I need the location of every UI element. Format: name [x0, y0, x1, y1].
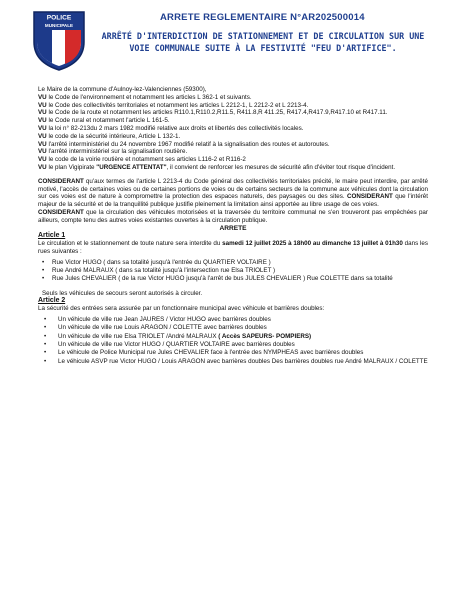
logo-text-municipale: MUNICIPALE — [44, 23, 74, 28]
document-body — [38, 86, 428, 366]
vu-list — [38, 94, 428, 172]
vu-item: VU la loi n° 82-213du 2 mars 1982 modifié relative aux droits et libertés des collectivités locales. — [38, 124, 304, 132]
document-title: ARRÊTÉ D'INTERDICTION DE STATIONNEMENT ET DE CIRCULATION SUR UNE VOIE COMMUNALE SUITE À LA FESTIVITÉ "FEU D'ARTIFICE". — [101, 31, 425, 53]
article-1-title: Article 1 — [38, 232, 66, 240]
list-item: • Rue Jules CHEVALIER ( de la rue Victor HUGO jusqu'à l'arrêt de bus JULES CHEVALIER ) Rue COLETTE dans sa totalité — [38, 275, 428, 283]
police-municipale-logo — [30, 8, 88, 72]
vu-item: VU le Code rural et notamment l'article L 161-5. — [38, 117, 170, 125]
list-item: • Un véhicule de ville rue Victor HUGO / QUARTIER VOLTAIRE avec barrières doubles — [38, 341, 428, 349]
logo-text-police: POLICE — [46, 14, 72, 22]
street-list — [38, 259, 428, 283]
list-item: • Un véhicule de ville rue Louis ARAGON / COLETTE avec barrières doubles — [38, 324, 428, 332]
article-1-text: Le circulation et le stationnement de toute nature sera interdite du samedi 12 juillet 2025 à 18h00 au dimanche 13 juillet à 01h30 dans les rues suivantes : — [38, 240, 429, 255]
vu-item: VU le Code de l'environnement et notamment les articles L 362-1 et suivants. — [38, 93, 252, 101]
list-item: • Rue Victor HUGO ( dans sa totalité jusqu'à l'entrée du QUARTIER VOLTAIRE ) — [38, 259, 428, 267]
considerant-paragraph-1: CONSIDERANT qu'aux termes de l'article L 2213-4 du Code général des collectivités territoriales précité, le maire peut interdire, par arrêté motivé, l'accès de certaines voies ou de certaines portions de voies ou de certains secteurs de la commune aux véhicules dont la circulation sur ces voies est de nature à compromettre la protection des espaces naturels, des paysages ou des sites. CONSIDERANT que l'intérêt majeur de la sécurité et de la tranquillité publique justifie pleinement la limitation ainsi apportée au libre usage de ces voies. — [38, 177, 428, 209]
arrete-reference: ARRETE REGLEMENTAIRE N°AR202500014 — [160, 12, 365, 23]
list-item: • Un véhicule de ville rue Jean JAURES / Victor HUGO avec barrières doubles — [38, 316, 428, 324]
vu-item: VU le Code des collectivités territoriales et notamment les articles L 2212-1, L 2212-2 et L 2213-4. — [38, 101, 309, 109]
list-item: • Rue André MALRAUX ( dans sa totalité jusqu'à l'intersection rue Elsa TRIOLET ) — [38, 267, 428, 275]
vu-item: VU le Code de la route et notamment les articles R110.1,R110.2,R11.5, R411.8,R 411.25, R417.4,R417.9,R417.10 et R417.11. — [38, 109, 388, 117]
article-2-title: Article 2 — [38, 297, 66, 305]
list-item: • Le véhicule de Police Municipal rue Jules CHEVALIER face à l'entrée des NYMPHEAS avec barrières doubles — [38, 349, 428, 357]
arrete-heading: ARRETE — [219, 224, 247, 232]
emergency-note: Seuls les véhicules de secours seront autorisés à circuler. — [42, 289, 203, 297]
vu-item: VU le code de la voirie routière et notamment ses articles L116-2 et R116-2 — [38, 156, 246, 164]
list-item: • Un véhicule de ville rue Elsa TRIOLET /André MALRAUX ( Accès SAPEURS- POMPIERS) — [38, 333, 428, 341]
vu-item: VU l'arrêté interministériel du 24 novembre 1967 modifié relatif à la signalisation des routes et autoroutes. — [38, 140, 330, 148]
list-item: • Le véhicule ASVP rue Victor HUGO / Louis ARAGON avec barrières doubles Des barrières doubles rue André MALRAUX / COLETTE — [38, 358, 428, 366]
considerant-paragraph-2: CONSIDERANT que la circulation des véhicules motorisées et la traversée du territoire communal ne s'en trouveront pas empêchées par ailleurs, compte tenu des autres voies existantes ouvertes à la circulation publique. — [38, 208, 428, 224]
article-2-intro: La sécurité des entrées sera assurée par un fonctionnaire municipal avec véhicule et barrières doubles: — [38, 305, 325, 313]
vu-item: VU le code de la sécurité intérieure, Article L 132-1. — [38, 132, 181, 140]
vu-item: VU l'arrêté interministériel sur la signalisation routière. — [38, 148, 188, 156]
vu-vigipirate: VU le plan Vigipirate "URGENCE ATTENTAT", il convient de renforcer les mesures de sécurité afin d'éviter tout risque d'incident. — [38, 163, 396, 171]
intro-line: Le Maire de la commune d'Aulnoy-lez-Valenciennes (59300), — [38, 86, 207, 93]
vehicle-list — [38, 316, 428, 365]
